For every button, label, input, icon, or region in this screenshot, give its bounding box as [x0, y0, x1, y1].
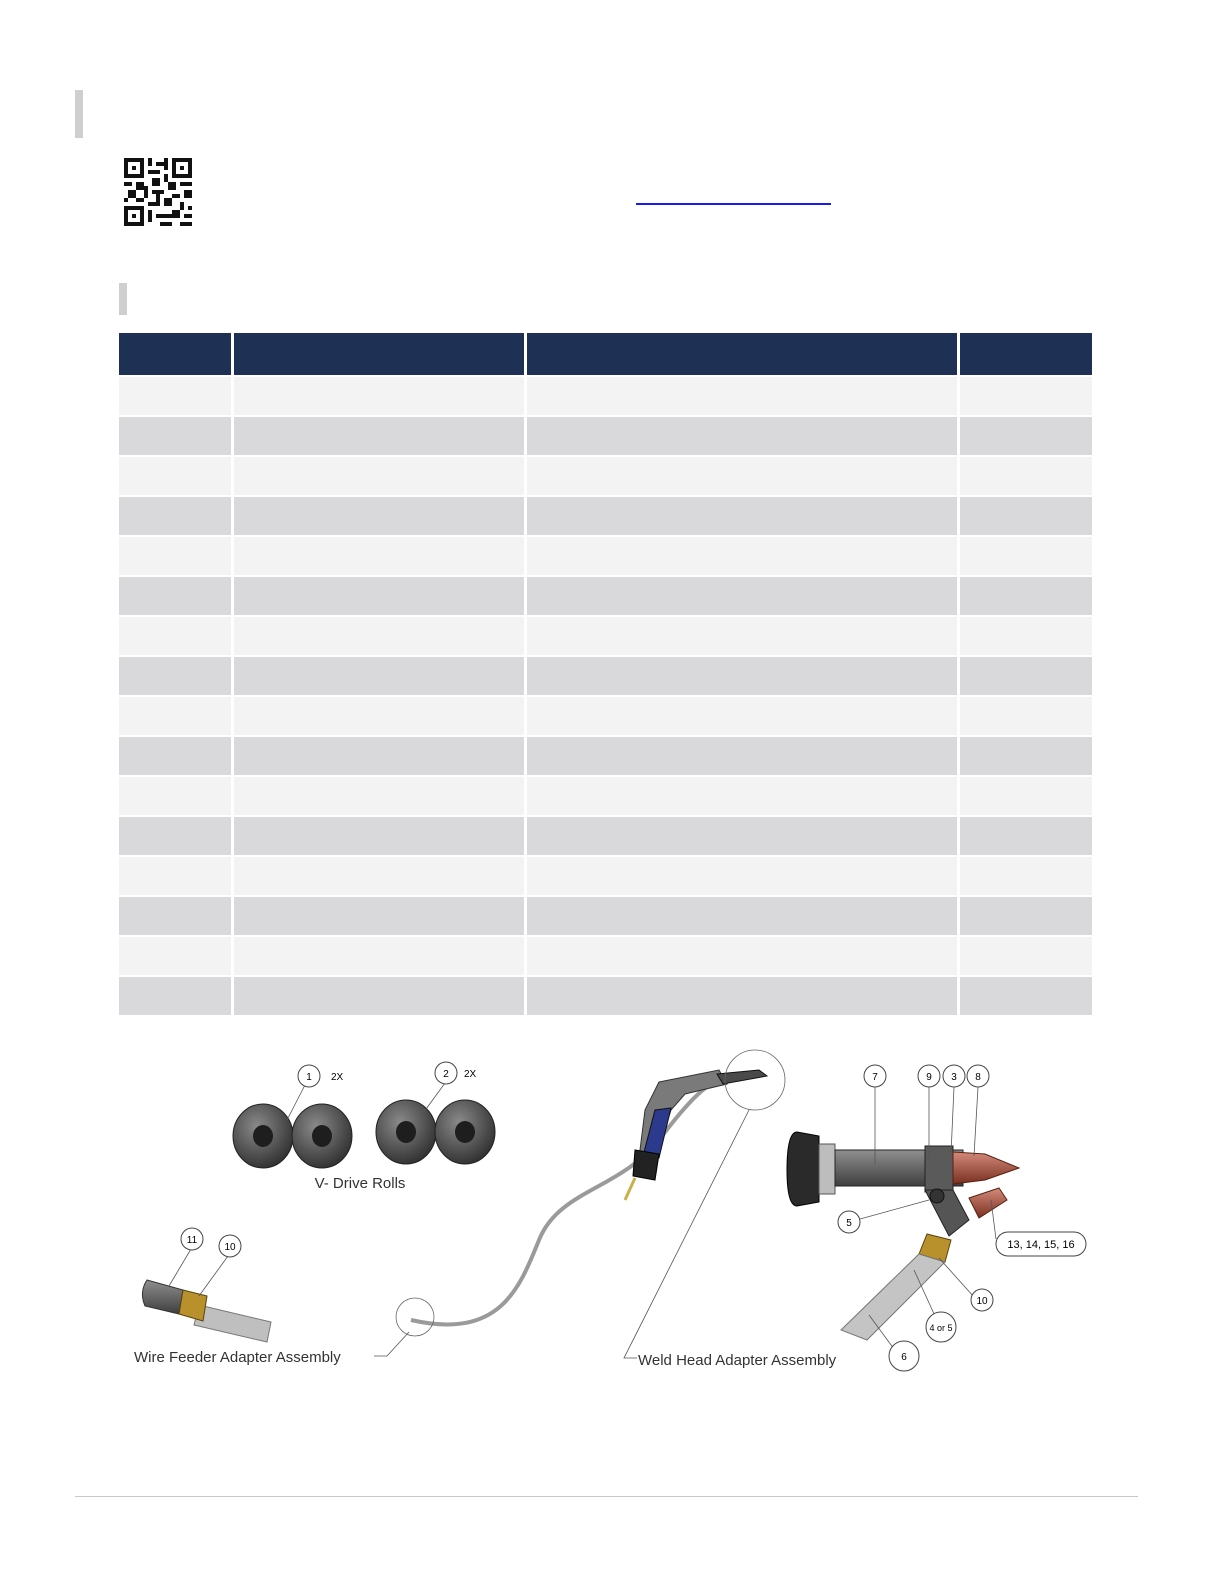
- table-row: [119, 375, 1092, 415]
- svg-text:9: 9: [926, 1072, 932, 1083]
- table-row: [119, 655, 1092, 695]
- drive-roll-set-1: [233, 1104, 352, 1168]
- callout-10-feeder: [219, 1235, 241, 1257]
- table-row: [119, 535, 1092, 575]
- wire-feeder-adapter: [142, 1280, 271, 1342]
- callout-6: [889, 1341, 919, 1371]
- svg-text:7: 7: [872, 1072, 878, 1083]
- svg-text:8: 8: [975, 1072, 981, 1083]
- svg-text:4 or 5: 4 or 5: [929, 1323, 953, 1333]
- table-row: [119, 735, 1092, 775]
- footer-divider: [75, 1496, 1138, 1497]
- weld-head-label: Weld Head Adapter Assembly: [638, 1352, 837, 1369]
- table-row: [119, 495, 1092, 535]
- table-row: [119, 615, 1092, 655]
- drive-rolls-label: V- Drive Rolls: [314, 1175, 406, 1192]
- table-row: [119, 455, 1092, 495]
- table-header-cell: [527, 333, 961, 375]
- parts-diagram: [119, 1040, 1109, 1385]
- svg-text:13, 14, 15, 16: 13, 14, 15, 16: [1007, 1239, 1075, 1251]
- link-underline[interactable]: [636, 203, 831, 205]
- qr-code[interactable]: [124, 158, 192, 226]
- callout-1: [298, 1065, 320, 1087]
- table-row: [119, 895, 1092, 935]
- quantity-label: 2X: [464, 1069, 477, 1080]
- table-row: [119, 695, 1092, 735]
- table-row: [119, 975, 1092, 1015]
- table-row: [119, 415, 1092, 455]
- svg-text:10: 10: [976, 1296, 988, 1307]
- svg-text:10: 10: [224, 1242, 236, 1253]
- table-header-cell: [234, 333, 527, 375]
- table-row: [119, 775, 1092, 815]
- detail-circle: [396, 1298, 434, 1336]
- drive-roll-set-2: [376, 1100, 495, 1164]
- callout-11: [181, 1228, 203, 1250]
- callout-2: [435, 1062, 457, 1084]
- callout-10-head: [971, 1289, 993, 1311]
- subsection-heading-bar: [119, 283, 127, 315]
- table-row: [119, 935, 1092, 975]
- table-header-row: [119, 333, 1092, 375]
- table-header-cell: [960, 333, 1092, 375]
- svg-text:2: 2: [443, 1069, 449, 1080]
- callout-9: [918, 1065, 940, 1087]
- svg-text:3: 3: [951, 1072, 957, 1083]
- callout-3: [943, 1065, 965, 1087]
- callout-8: [967, 1065, 989, 1087]
- callout-4-or-5: [926, 1312, 956, 1342]
- table-row: [119, 575, 1092, 615]
- callout-13-16: [996, 1232, 1086, 1256]
- svg-text:1: 1: [306, 1072, 312, 1083]
- parts-table: [119, 333, 1092, 1015]
- section-heading-bar: [75, 90, 83, 138]
- svg-text:5: 5: [846, 1218, 852, 1229]
- table-row: [119, 815, 1092, 855]
- quantity-label: 2X: [331, 1072, 344, 1083]
- svg-text:6: 6: [901, 1352, 907, 1363]
- callout-5: [838, 1211, 860, 1233]
- weld-gun: [625, 1070, 767, 1200]
- callout-7: [864, 1065, 886, 1087]
- svg-text:11: 11: [186, 1235, 198, 1246]
- wire-feeder-label: Wire Feeder Adapter Assembly: [134, 1349, 341, 1366]
- table-header-cell: [119, 333, 234, 375]
- table-row: [119, 855, 1092, 895]
